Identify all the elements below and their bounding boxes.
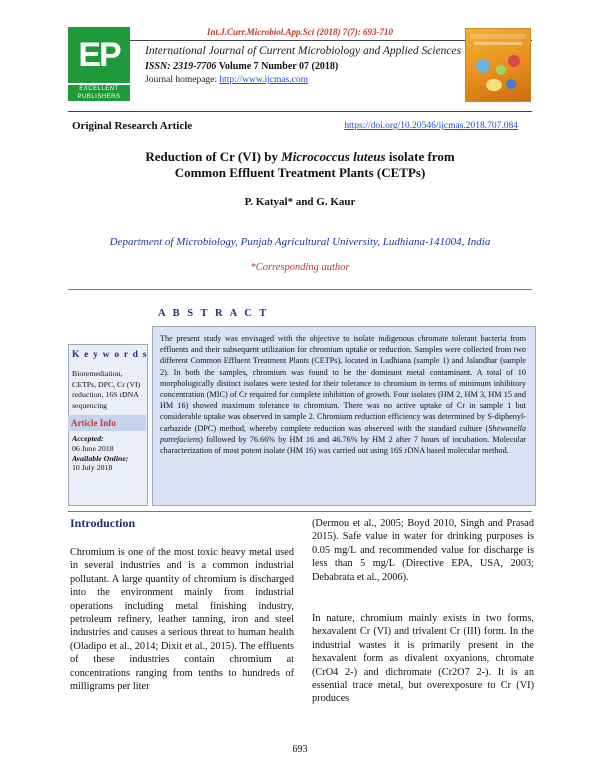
journal-citation: Int.J.Curr.Microbiol.App.Sci (2018) 7(7): 693-710	[206, 27, 393, 37]
intro-right-column-p2: In nature, chromium mainly exists in two forms, hexavalent Cr (VI) and trivalent Cr (III) form. In the industrial wastes it is primarily present in the hexavalent form as divalent oxyanions, chromate (CrO4 2-) and dichromate (Cr2O7 2-). It is an essential trace metal, but overexposure to Cr (VI) produces	[312, 613, 534, 705]
logo-band-text: EXCELLENT PUBLISHERS	[68, 85, 130, 101]
article-info-heading: Article Info	[68, 415, 146, 431]
intro-left-column: Chromium is one of the most toxic heavy metal used in several industries and is a common industrial pollutant. A large quantity of chromium is discharged into the environment mainly from industrial operations including metal finishing industry, petroleum refinery, leather tanning, iron and steel industries and causes a serious threat to human health (Oladipo et al., 2014; Dixit et al., 2015). The effluents of these industries contain chromium at concentrations ranging from tenths to hundreds of milligrams per liter	[70, 547, 294, 693]
affiliation: Department of Microbiology, Punjab Agricultural University, Ludhiana-141004, India	[109, 236, 491, 248]
intro-rule	[68, 511, 532, 512]
homepage-link[interactable]: http://www.ijcmas.com	[219, 75, 308, 85]
article-title: Reduction of Cr (VI) by Micrococcus luteus isolate from Common Effluent Treatment Plants (CETPs)	[145, 149, 455, 180]
intro-right-column-p1: (Dermou et al., 2005; Boyd 2010, Singh and Prasad 2015). Safe value in water for drinking purposes is 0.05 mg/L and recommended value for discharge is less than 5 mg/L (Directive EPA, USA, 2003; Debabrata et al., 2006).	[312, 518, 534, 583]
authors: P. Katyal* and G. Kaur	[244, 196, 356, 208]
journal-name: International Journal of Current Microbiology and Applied Sciences	[145, 45, 462, 57]
abstract-text: The present study was envisaged with the objective to isolate indigenous chromate tolerant bacteria from effluents and their subsequent utilization for chromium uptake or reduction. Samples were collected from two different Common Effluent Treatment Plants (CETPs), located in Ludhiana (sample 1) and Jalandhar (sample 2). In both the samples, chromium was found to be the dominant metal contaminant. A total of 10 morphologically distinct isolates were tested for their tolerance to chromium in terms of minimum inhibitory concentration (MIC) of Cr required for complete inhibition of growth. Four isolates (HM 2, HM 3, HM 15 and HM 16) showed maximum tolerance to chromium. There was no active uptake of Cr in sample 1 but considerable uptake was observed in sample 2. Chromium reduction efficiency was determined by S-diphenyl-carbazide (DPC) method, whereby complete reduction was observed with the standard culture (Shewanella putrefaciens) followed by 76.66% by HM 16 and 46.76% by HM 2 after 7 hours of incubation. Molecular characterization of most potent isolate (HM 16) was carried out using 16S rDNA based molecular method.	[160, 334, 526, 456]
journal-homepage: Journal homepage: http://www.ijcmas.com	[145, 75, 308, 85]
corresponding-author: *Corresponding author	[250, 262, 350, 273]
journal-cover-image	[465, 28, 531, 102]
article-type: Original Research Article	[72, 120, 193, 132]
keywords-heading: K e y w o r d s	[72, 350, 148, 360]
doi-link[interactable]: https://doi.org/10.20546/ijcmas.2018.707.084	[344, 121, 518, 131]
page-number: 693	[292, 744, 308, 755]
logo-letters: EP	[68, 27, 130, 83]
keywords-text: Bioremediation, CETPs, DPC, Cr (VI) reduction, 16S rDNA sequencing	[72, 369, 141, 410]
header-rule-bottom	[68, 111, 532, 112]
article-info-text: Accepted: 06 June 2018 Available Online: 10 July 2018	[72, 434, 129, 473]
header-rule	[68, 40, 532, 41]
introduction-heading: Introduction	[70, 516, 136, 530]
issn-line: ISSN: 2319-7706 Volume 7 Number 07 (2018)	[145, 61, 339, 72]
abstract-rule	[68, 289, 532, 290]
publisher-logo	[68, 27, 130, 101]
abstract-heading: A B S T R A C T	[158, 308, 269, 319]
